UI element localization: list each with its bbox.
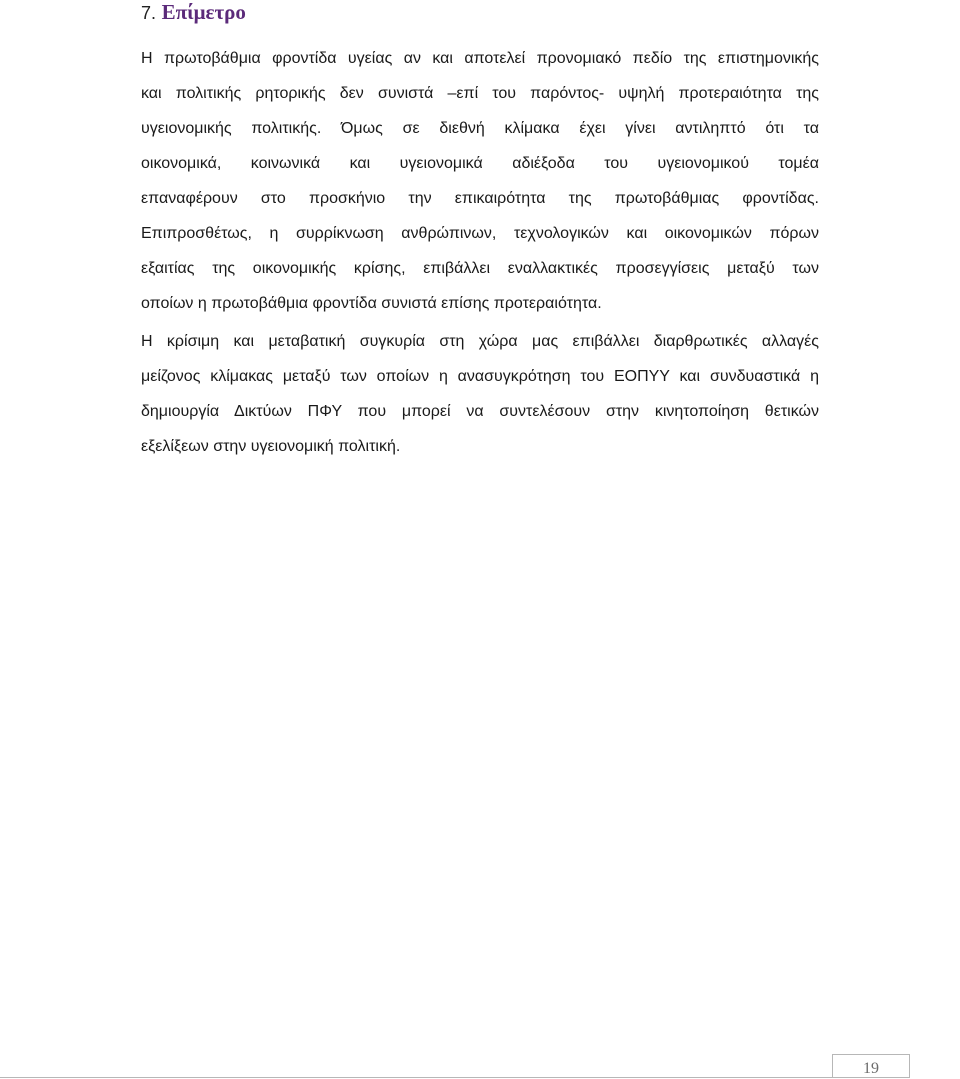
page-number-box [832, 1054, 910, 1078]
paragraph-line: και πολιτικής ρητορικής δεν συνιστά –επί του παρόντος- υψηλή προτεραιότητα της [141, 85, 819, 102]
paragraph-line: Επιπροσθέτως, η συρρίκνωση ανθρώπινων, τεχνολογικών και οικονομικών πόρων [141, 225, 819, 242]
section-title: Επίμετρο [161, 0, 246, 24]
paragraph-2 [141, 324, 819, 464]
paragraph-line: Η κρίσιμη και μεταβατική συγκυρία στη χώρα μας επιβάλλει διαρθρωτικές αλλαγές [141, 333, 819, 350]
page-number: 19 [863, 1060, 879, 1077]
paragraph-line: υγειονομικής πολιτικής. Όμως σε διεθνή κλίμακα έχει γίνει αντιληπτό ότι τα [141, 120, 819, 137]
section-heading [141, 0, 246, 24]
paragraph-line: Η πρωτοβάθμια φροντίδα υγείας αν και αποτελεί προνομιακό πεδίο της επιστημονικής [141, 50, 819, 67]
paragraph-line: οικονομικά, κοινωνικά και υγειονομικά αδιέξοδα του υγειονομικού τομέα [141, 155, 819, 172]
paragraph-line: εξελίξεων στην υγειονομική πολιτική. [141, 438, 401, 455]
paragraph-line: εξαιτίας της οικονομικής κρίσης, επιβάλλει εναλλακτικές προσεγγίσεις μεταξύ των [141, 260, 819, 277]
paragraph-line: οποίων η πρωτοβάθμια φροντίδα συνιστά επίσης προτεραιότητα. [141, 295, 602, 312]
paragraph-line: επαναφέρουν στο προσκήνιο την επικαιρότητα της πρωτοβάθμιας φροντίδας. [141, 190, 819, 207]
section-number: 7. [141, 3, 157, 23]
paragraph-line: μείζονος κλίμακας μεταξύ των οποίων η ανασυγκρότηση του ΕΟΠΥΥ και συνδυαστικά η [141, 368, 819, 385]
paragraph-line: δημιουργία Δικτύων ΠΦΥ που μπορεί να συντελέσουν στην κινητοποίηση θετικών [141, 403, 819, 420]
paragraph-1 [141, 41, 819, 321]
